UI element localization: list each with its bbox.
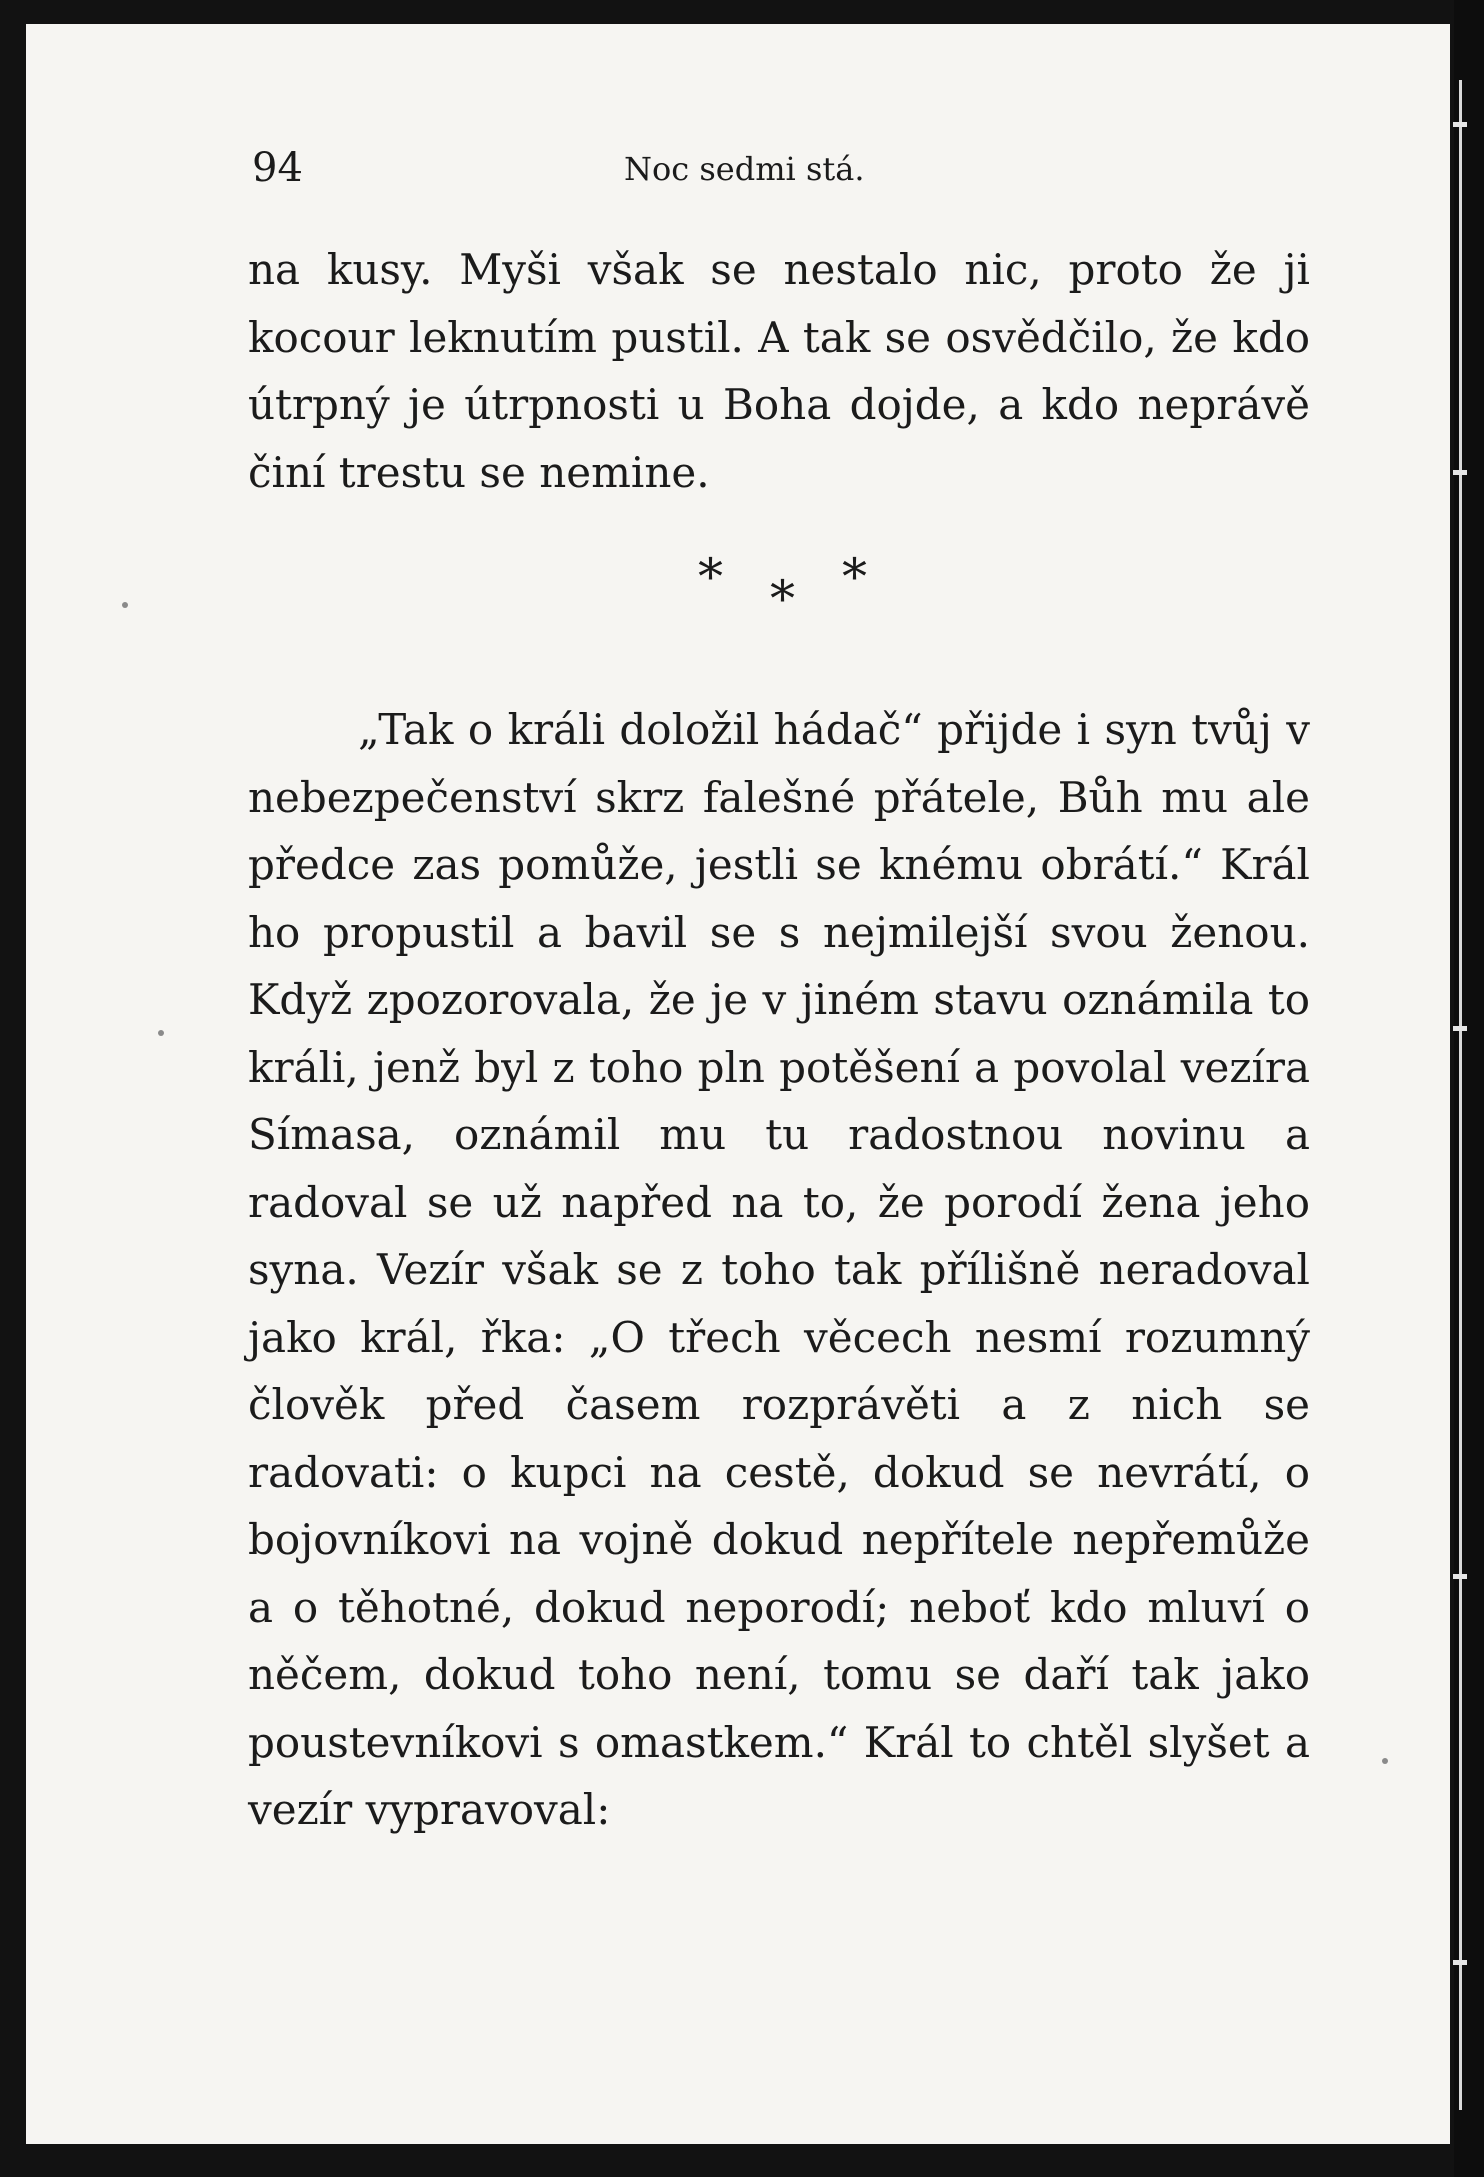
story-paragraph: „Tak o králi doložil hádač“ přijde i syn tvůj v nebezpečenství skrz falešné přátele, Bůh mu ale předce zas pomůže, jestli se knému obrátí.“ Král ho propustil a bavil se s nejmilejší svou ženou. Když zpozorovala, že je v jiném stavu oznámila to králi, jenž byl z toho pln potěšení a povolal vezíra Símasa, oznámil mu tu radostnou novinu a radoval se už napřed na to, že porodí žena jeho syna. Vezír však se z toho tak přílišně neradoval jako král, řka: „O třech věcech nesmí rozumný člověk před časem rozprávěti a z nich se radovati: o kupci na cestě, dokud se nevrátí, o bojovníkovi na vojně dokud nepřítele nepřemůže a o těhotné, dokud neporodí; neboť kdo mluví o něčem, dokud toho není, tomu se daří tak jako poustevníkovi s omastkem.“ Král to chtěl slyšet a vezír vypravoval: bbox=[248, 705, 1310, 1834]
page-number: 94 bbox=[252, 145, 303, 191]
separator-asterisk: * bbox=[770, 570, 795, 628]
page-edge-mark bbox=[1453, 470, 1467, 475]
page-edge-mark bbox=[1453, 1574, 1467, 1579]
page-edge-mark bbox=[1453, 122, 1467, 127]
story-text bbox=[248, 696, 1310, 1844]
page-edge-line bbox=[1459, 80, 1462, 2110]
running-title: Noc sedmi stá. bbox=[624, 150, 865, 188]
page-edge-mark bbox=[1453, 1026, 1467, 1031]
separator-asterisk: * bbox=[698, 548, 723, 606]
scan-speck bbox=[1382, 1758, 1388, 1764]
scan-speck bbox=[122, 602, 128, 608]
page-header bbox=[252, 138, 1312, 198]
continuation-text bbox=[248, 236, 1310, 506]
section-separator bbox=[690, 548, 890, 628]
scan-speck bbox=[158, 1030, 164, 1036]
page-edge-mark bbox=[1453, 1960, 1467, 1965]
separator-asterisk: * bbox=[842, 548, 867, 606]
continuation-paragraph: na kusy. Myši však se nestalo nic, proto že ji kocour leknutím pustil. A tak se osvědčilo, že kdo útrpný je útrpnosti u Boha dojde, a kdo neprávě činí trestu se nemine. bbox=[248, 245, 1310, 497]
